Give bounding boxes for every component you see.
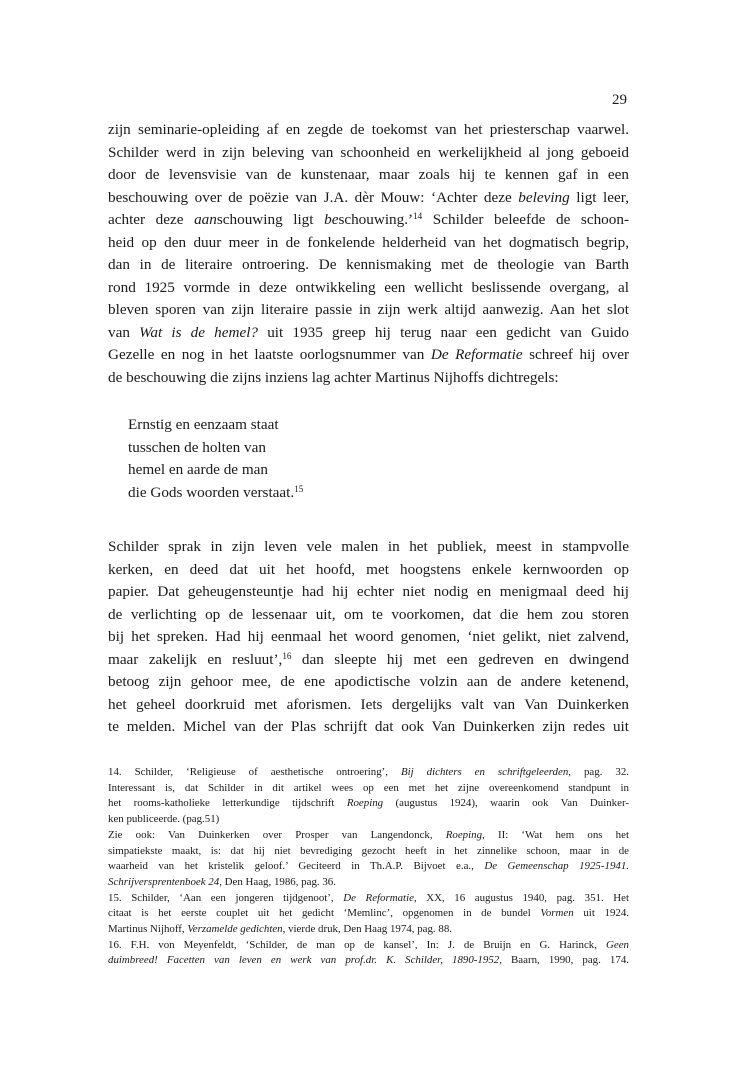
footnote-reference: 15	[294, 483, 304, 494]
text-run: Schilder werd in zijn beleving van schoonheid en werkelijkheid al jong geboeid	[108, 143, 629, 161]
text-run: hemel en aarde de man	[128, 461, 268, 479]
italic-text: aan	[194, 211, 217, 228]
footnote-line	[108, 875, 629, 891]
italic-text: Verzamelde gedichten	[187, 923, 283, 936]
footnote-line	[108, 906, 629, 922]
text-line	[108, 604, 629, 627]
text-line	[108, 142, 629, 165]
text-run: Zie ook: Van Duinkerken over Prosper van Langendonck,	[108, 828, 446, 841]
italic-text: De Gemeenschap 1925-1941.	[484, 860, 630, 873]
text-run: Schilder beleefde de schoon-	[422, 211, 629, 228]
text-run: , Baarn, 1990, pag. 174.	[499, 954, 629, 967]
text-line	[108, 649, 629, 672]
text-line	[108, 559, 629, 582]
footnote-line	[108, 891, 629, 907]
text-run: achter deze	[108, 211, 195, 228]
text-run: Schilder sprak in zijn leven vele malen in het publiek, meest in stampvolle	[108, 538, 629, 555]
text-run: schouwing ligt	[216, 211, 325, 228]
italic-text: Geen	[606, 938, 629, 951]
text-run: tusschen de holten van	[128, 438, 266, 456]
text-run: schreef hij over	[522, 346, 629, 363]
footnote-line	[108, 922, 629, 938]
footnote-line	[108, 859, 629, 875]
text-run: van	[108, 323, 140, 341]
text-run: waarheid van het kristelik geloof.’ Geciteerd in Th.A.P. Bijvoet e.a.,	[108, 860, 485, 873]
text-run: Interessant is, dat Schilder in dit artikel wees op een met het zijne overeenkomend standpunt in	[108, 781, 629, 794]
text-run: maar zakelijk en resluut’,	[108, 650, 283, 668]
text-run: kerken, en deed dat uit het hoofd, met hoogstens enkele kernwoorden op	[108, 560, 629, 578]
text-run: , vierde druk, Den Haag 1974, pag. 88.	[282, 923, 452, 936]
italic-text: be	[324, 211, 339, 228]
text-line	[108, 626, 629, 649]
italic-text: Schrijversprentenboek 24	[108, 875, 220, 888]
text-run: bleven sporen van zijn literaire passie in zijn werk altijd aanwezig. Aan het slot	[108, 301, 629, 318]
text-run: Ernstig en eenzaam staat	[128, 416, 279, 433]
italic-text: Roeping	[445, 828, 483, 841]
body-paragraph-2	[108, 536, 629, 739]
text-line	[108, 344, 629, 367]
italic-text: Roeping	[346, 797, 384, 810]
italic-text: De Reformatie	[430, 346, 523, 363]
text-run: dan sleepte hij met een gedreven en dwingend	[291, 650, 629, 668]
text-run: dan in de literaire ontroering. De kennismaking met de theologie van Barth	[108, 256, 629, 273]
text-run: het geheel doorkruid met aforismen. Iets dergelijks valt van Van Duinkerken	[108, 695, 629, 713]
text-run: schouwing.’	[338, 211, 414, 228]
footnote-line	[108, 953, 629, 969]
footnote-line	[108, 796, 629, 812]
text-run: rond 1925 vormde in deze ontwikkeling een wellicht beslissende overgang, al	[108, 278, 629, 296]
text-run: Martinus Nijhoff,	[108, 923, 188, 936]
text-line	[108, 209, 629, 232]
page-number: 29	[612, 92, 627, 108]
text-line	[108, 187, 629, 210]
footnote-line	[108, 828, 629, 844]
text-run: die Gods woorden verstaat.	[128, 483, 295, 501]
text-line	[108, 322, 629, 345]
text-run: , Den Haag, 1986, pag. 36.	[219, 875, 336, 888]
footnote-line	[108, 844, 629, 860]
text-line	[108, 536, 629, 559]
text-line	[108, 716, 629, 739]
text-line	[108, 119, 629, 142]
text-run: bij het spreken. Had hij eenmaal het woord genomen, ‘niet gelikt, niet zalvend,	[108, 628, 629, 645]
text-line	[108, 367, 629, 390]
text-line	[108, 277, 629, 300]
text-line	[128, 437, 528, 460]
poem-quotation	[128, 414, 528, 504]
text-run: beschouwing over de poëzie van J.A. dèr Mouw: ‘Achter deze	[108, 188, 519, 206]
text-run: papier. Dat geheugensteuntje had hij echter niet nodig en menigmaal deed hij	[108, 583, 629, 600]
footnotes	[108, 765, 629, 969]
text-run: zijn seminarie-opleiding af en zegde de toekomst van het priesterschap vaarwel.	[108, 121, 629, 138]
footnote-line	[108, 765, 629, 781]
text-run: , XX, 16 augustus 1940, pag. 351. Het	[413, 891, 629, 904]
text-run: het rooms-katholieke letterkundige tijdschrift	[108, 797, 347, 810]
text-run: de verlichting op de lessenaar uit, om te voorkomen, dat die hem zou storen	[108, 605, 629, 623]
text-run: ken publiceerde. (pag.51)	[108, 813, 220, 826]
text-line	[108, 694, 629, 717]
footnote-line	[108, 812, 629, 828]
text-run: de beschouwing die zijns inziens lag achter Martinus Nijhoffs dichtregels:	[108, 368, 559, 386]
text-line	[108, 164, 629, 187]
text-run: ligt leer,	[569, 188, 629, 206]
text-run: citaat is het eerste couplet uit het gedicht ‘Memlinc’, opgenomen in de bundel	[108, 907, 541, 920]
footnote-reference: 16	[282, 650, 292, 661]
italic-text: Bij dichters en schriftgeleerden	[400, 766, 569, 778]
text-run: (augustus 1924), waarin ook Van Duinker-	[383, 797, 630, 810]
text-line	[128, 482, 528, 505]
text-run: , II: ‘Wat hem ons het	[482, 828, 629, 841]
text-line	[108, 232, 629, 255]
text-line	[108, 581, 629, 604]
italic-text: beleving	[518, 188, 570, 206]
text-line	[108, 254, 629, 277]
body-paragraph-1	[108, 119, 629, 389]
italic-text: Wat is de hemel?	[139, 323, 259, 341]
italic-text: De Reformatie	[343, 891, 414, 904]
text-run: 14. Schilder, ‘Religieuse of aesthetische ontroering’,	[108, 766, 401, 778]
text-run: simpatiekste maakt, is: dat hij niet bevrediging gezocht heeft in het zinnelike schoon, maar in de	[108, 844, 629, 857]
italic-text: duimbreed! Facetten van leven en werk van prof.dr. K. Schilder, 1890-1952	[108, 954, 500, 967]
footnote-line	[108, 938, 629, 954]
footnote-reference: 14	[413, 210, 423, 221]
text-line	[128, 459, 528, 482]
text-run: betoog zijn gehoor mee, de ene apodictische volzin aan de andere ketenend,	[108, 673, 629, 690]
text-run: te melden. Michel van der Plas schrijft dat ook Van Duinkerken zijn redes uit	[108, 718, 629, 735]
text-run: , pag. 32.	[568, 766, 630, 778]
text-run: 16. F.H. von Meyenfeldt, ‘Schilder, de man op de kansel’, In: J. de Bruijn en G. Harinck,	[108, 938, 607, 951]
text-run: heid op den duur meer in de fonkelende helderheid van het dogmatisch begrip,	[108, 233, 629, 251]
text-run: 15. Schilder, ‘Aan een jongeren tijdgenoot’,	[108, 891, 344, 904]
footnote-line	[108, 781, 629, 797]
text-run: door de levensvisie van de kunstenaar, maar zoals hij te kennen gaf in een	[108, 166, 629, 183]
text-run: uit 1924.	[573, 907, 630, 920]
text-line	[108, 299, 629, 322]
text-line	[128, 414, 528, 437]
italic-text: Vormen	[540, 907, 574, 920]
text-run: Gezelle en nog in het laatste oorlogsnummer van	[108, 346, 431, 363]
text-run: uit 1935 greep hij terug naar een gedicht van Guido	[258, 323, 629, 341]
text-line	[108, 671, 629, 694]
